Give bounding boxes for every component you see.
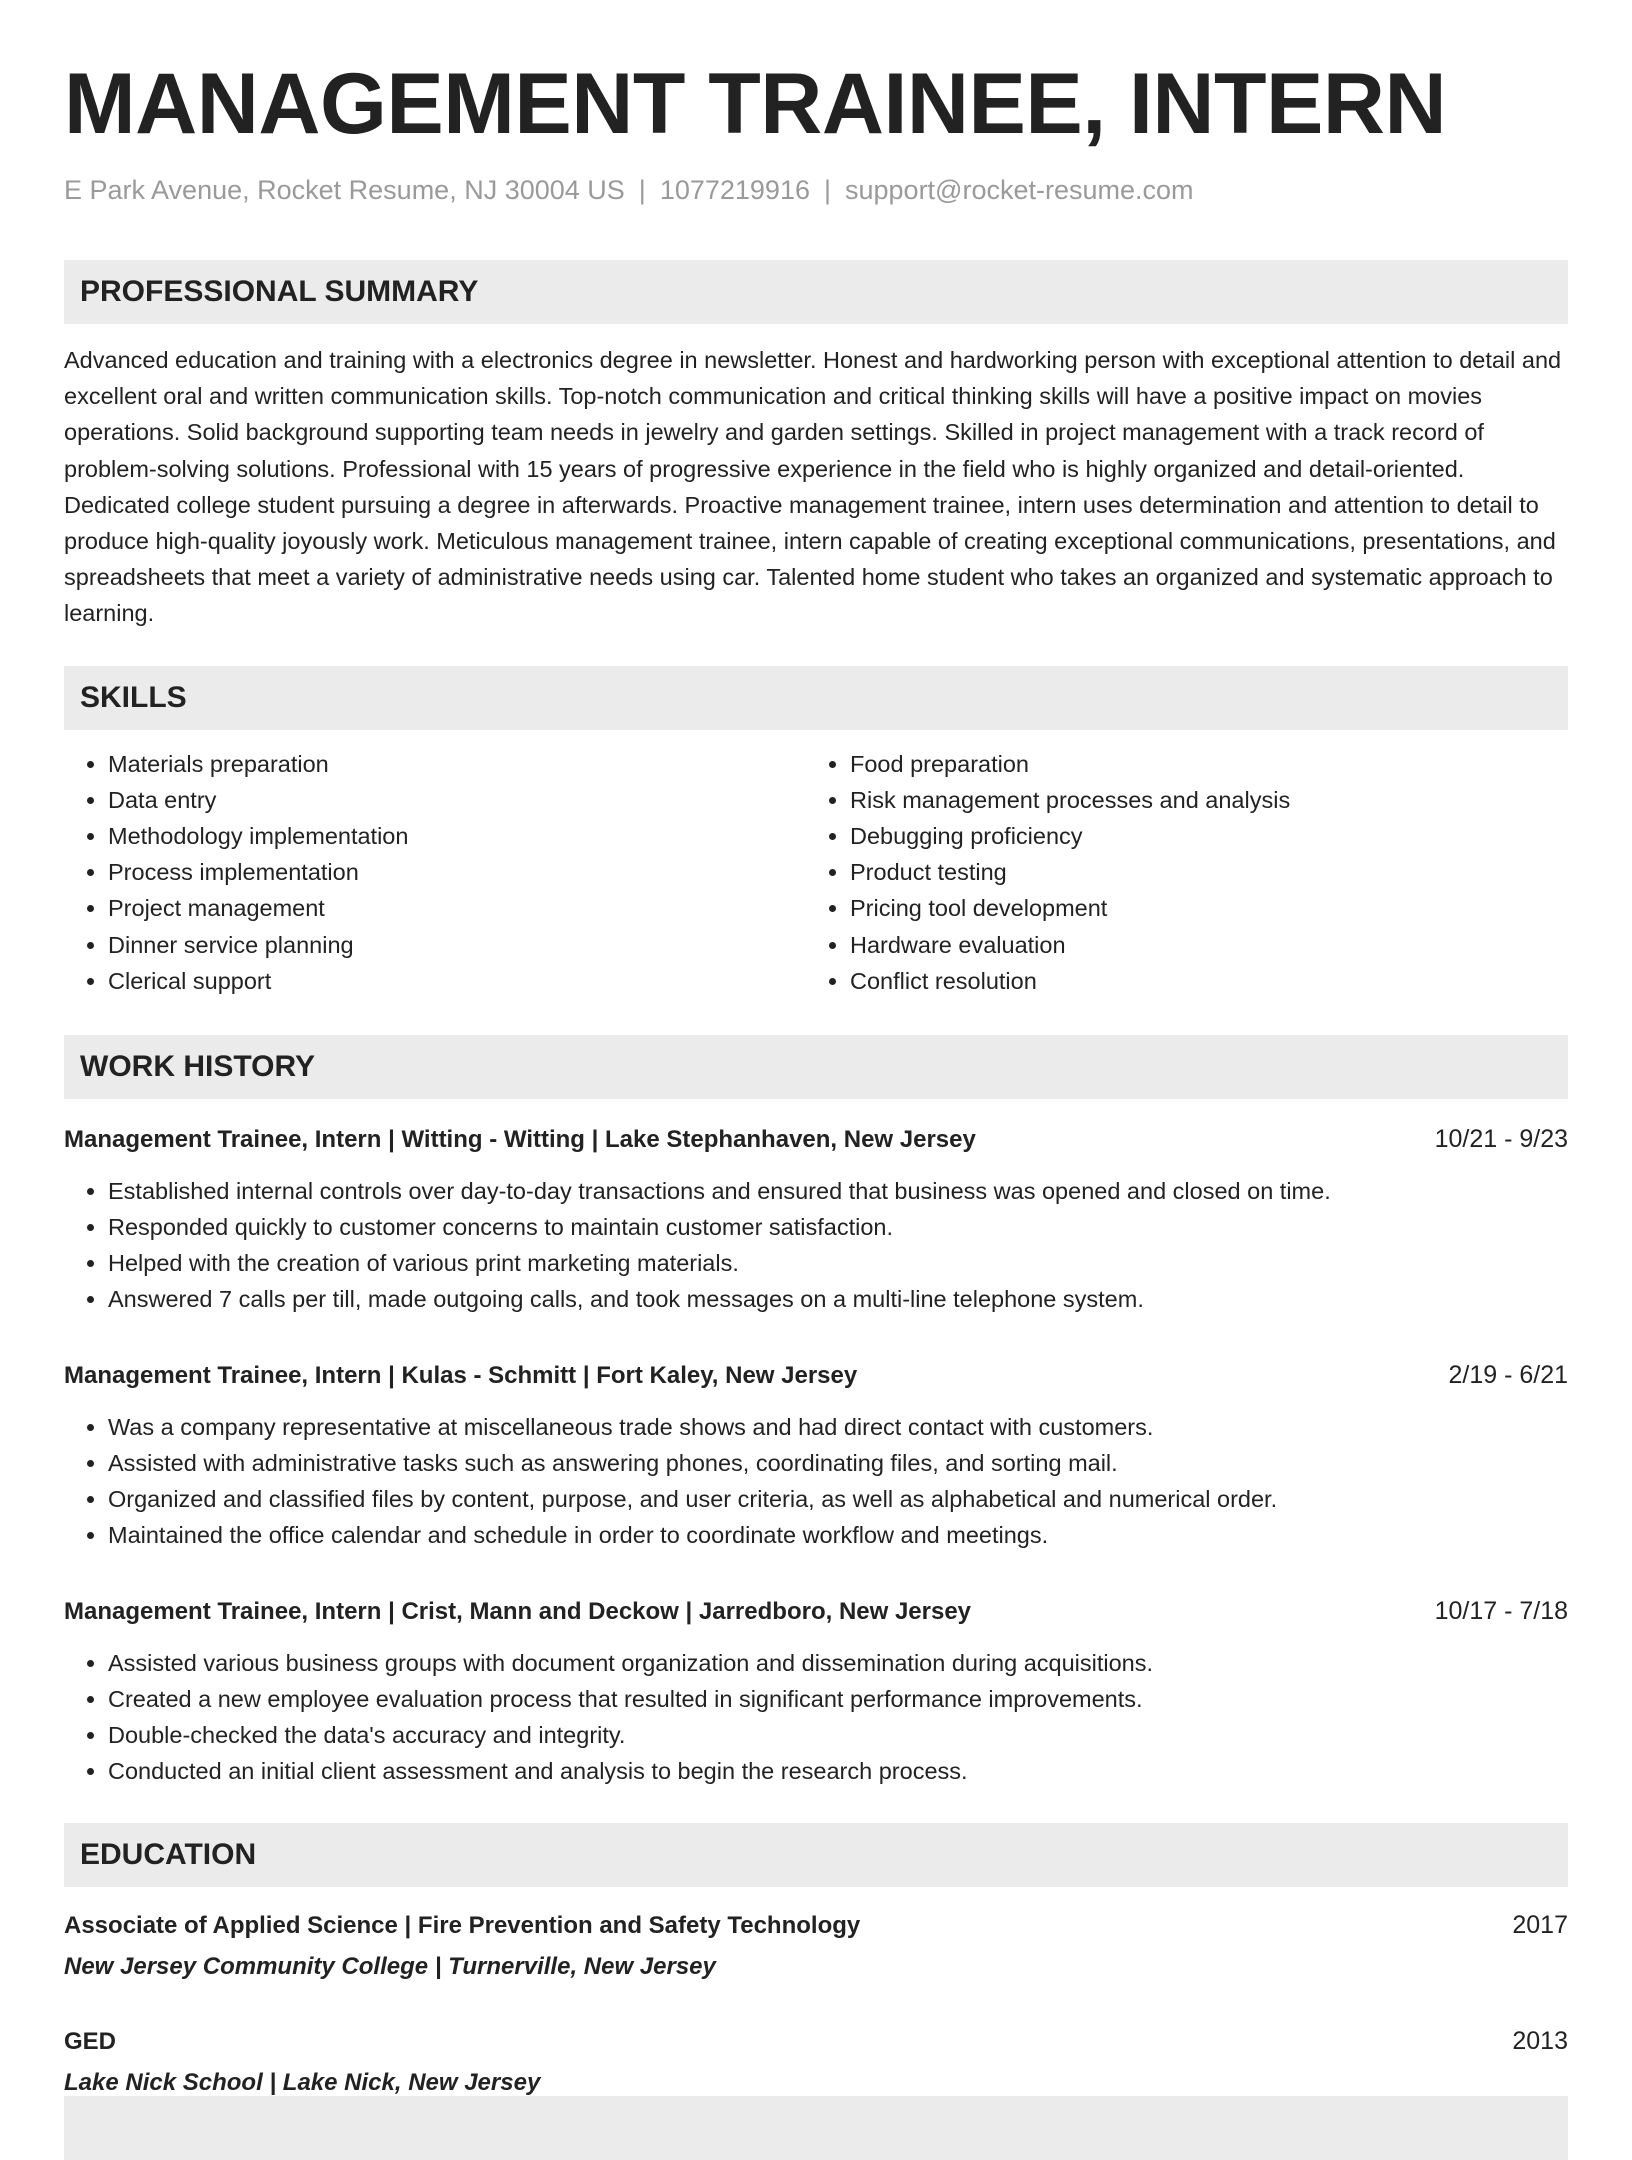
skills-column-right [806, 746, 1548, 999]
skill-item: • Product testing [850, 854, 1548, 890]
skill-item: • Process implementation [108, 854, 806, 890]
section-header-summary: PROFESSIONAL SUMMARY [64, 260, 1568, 324]
job-heading: Management Trainee, Intern | Kulas - Schmitt | Fort Kaley, New Jersey [64, 1362, 858, 1390]
skill-item: • Debugging proficiency [850, 818, 1548, 854]
skill-item: • Clerical support [108, 963, 806, 999]
contact-line [64, 172, 1568, 208]
job-dates: 2/19 - 6/21 [1448, 1361, 1568, 1390]
job-dates: 10/21 - 9/23 [1434, 1125, 1568, 1154]
job-bullet: • Conducted an initial client assessment and analysis to begin the research process. [108, 1753, 1568, 1789]
job-bullet: • Responded quickly to customer concerns to maintain customer satisfaction. [108, 1209, 1568, 1245]
contact-address: E Park Avenue, Rocket Resume, NJ 30004 US [64, 175, 625, 205]
skill-item: • Dinner service planning [108, 927, 806, 963]
candidate-name: MANAGEMENT TRAINEE, INTERN [64, 56, 1447, 152]
education-school: Lake Nick School | Lake Nick, New Jersey [64, 2069, 541, 2097]
education-degree: GED [64, 2028, 117, 2056]
education-school: New Jersey Community College | Turnerville, New Jersey [64, 1953, 716, 1981]
skill-item: • Hardware evaluation [850, 927, 1548, 963]
contact-separator: | [823, 175, 831, 205]
education-degree: Associate of Applied Science | Fire Prevention and Safety Technology [64, 1912, 861, 1940]
skill-item: • Data entry [108, 782, 806, 818]
skill-item: • Food preparation [850, 746, 1548, 782]
summary-text: Advanced education and training with a electronics degree in newsletter. Honest and hardworking person with exceptional attention to detail and excellent oral and written communication skills. Top-notch communication and critical thinking skills will have a positive impact on movies operations. Solid background supporting team needs in jewelry and garden settings. Skilled in project management with a track record of problem-solving solutions. Professional with 15 years of progressive experience in the field who is highly organized and detail-oriented. Dedicated college student pursuing a degree in afterwards. Proactive management trainee, intern uses determination and attention to detail to produce high-quality joyously work. Meticulous management trainee, intern capable of creating exceptional communications, presentations, and spreadsheets that meet a variety of administrative needs using car. Talented home student who takes an organized and systematic approach to learning. [64, 347, 1562, 627]
job-entry [64, 1593, 1568, 1789]
section-header-skills: SKILLS [64, 666, 1568, 730]
skill-item: • Materials preparation [108, 746, 806, 782]
education-year: 2013 [1512, 2027, 1568, 2056]
skills-list [64, 746, 1568, 999]
education-entry [64, 2023, 1568, 2101]
skill-item: • Risk management processes and analysis [850, 782, 1548, 818]
section-header-education: EDUCATION [64, 1823, 1568, 1887]
skills-column-left [64, 746, 806, 999]
job-heading: Management Trainee, Intern | Crist, Mann and Deckow | Jarredboro, New Jersey [64, 1598, 972, 1626]
contact-separator: | [638, 175, 646, 205]
job-bullet: • Helped with the creation of various print marketing materials. [108, 1245, 1568, 1281]
job-bullet: • Maintained the office calendar and schedule in order to coordinate workflow and meetings. [108, 1517, 1568, 1553]
job-bullet: • Assisted with administrative tasks such as answering phones, coordinating files, and sorting mail. [108, 1445, 1568, 1481]
section-header-next [64, 2096, 1568, 2160]
contact-email: support@rocket-resume.com [845, 175, 1194, 205]
job-entry [64, 1121, 1568, 1317]
job-bullets [64, 1409, 1568, 1553]
job-bullet: • Was a company representative at miscellaneous trade shows and had direct contact with customers. [108, 1409, 1568, 1445]
job-bullet: • Assisted various business groups with document organization and dissemination during acquisitions. [108, 1645, 1568, 1681]
skill-item: • Pricing tool development [850, 890, 1548, 926]
skill-item: • Methodology implementation [108, 818, 806, 854]
skill-item: • Conflict resolution [850, 963, 1548, 999]
job-bullet: • Double-checked the data's accuracy and integrity. [108, 1717, 1568, 1753]
job-bullet: • Answered 7 calls per till, made outgoing calls, and took messages on a multi-line telephone system. [108, 1281, 1568, 1317]
education-year: 2017 [1512, 1911, 1568, 1940]
skill-item: • Project management [108, 890, 806, 926]
education-entry [64, 1907, 1568, 1985]
section-header-work-history: WORK HISTORY [64, 1035, 1568, 1099]
job-bullet: • Established internal controls over day-to-day transactions and ensured that business was opened and closed on time. [108, 1173, 1568, 1209]
job-bullets [64, 1173, 1568, 1317]
job-dates: 10/17 - 7/18 [1434, 1597, 1568, 1626]
contact-phone: 1077219916 [659, 175, 810, 205]
job-bullet: • Organized and classified files by content, purpose, and user criteria, as well as alphabetical and numerical order. [108, 1481, 1568, 1517]
job-bullet: • Created a new employee evaluation process that resulted in significant performance improvements. [108, 1681, 1568, 1717]
job-heading: Management Trainee, Intern | Witting - Witting | Lake Stephanhaven, New Jersey [64, 1126, 976, 1154]
job-entry [64, 1357, 1568, 1553]
job-bullets [64, 1645, 1568, 1789]
